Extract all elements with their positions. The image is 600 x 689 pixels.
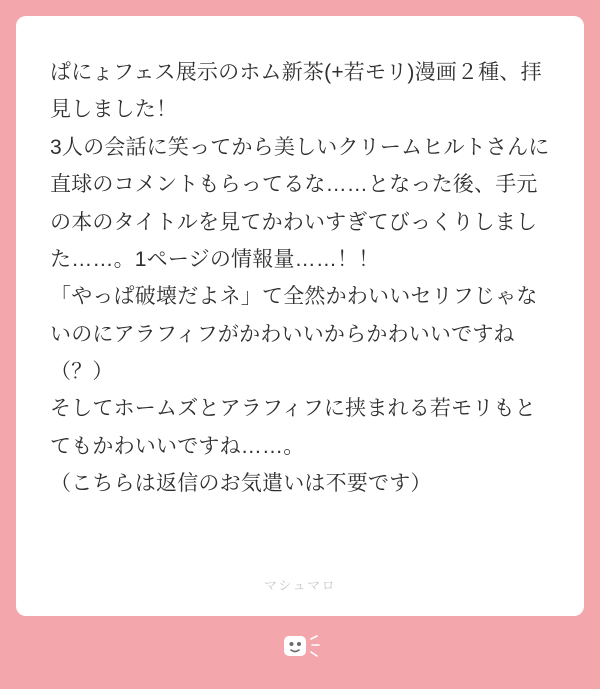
message-line: そしてホームズとアラフィフに挟まれる若モリもとてもかわいいですね……。 [50,397,536,458]
message-text [16,16,584,503]
message-card [16,16,584,616]
message-line: （こちらは返信のお気遣いは不要です） [50,472,432,496]
message-line: ぱにょフェス展示のホム新茶(+若モリ)漫画２種、拝見しました！ [50,61,542,122]
message-line: 3人の会話に笑ってから美しいクリームヒルトさんに直球のコメントもらってるな……となった後、手元の本のタイトルを見てかわいすぎてびっくりしました……。1ページの情報量……！！ [50,135,550,271]
message-line: 「やっぱ破壊だよネ」て全然かわいいセリフじゃないのにアラフィフがかわいいからかわいいですね（？） [50,285,538,383]
marshmallow-logo-icon [278,627,322,671]
brand-label: マシュマロ [263,578,337,593]
